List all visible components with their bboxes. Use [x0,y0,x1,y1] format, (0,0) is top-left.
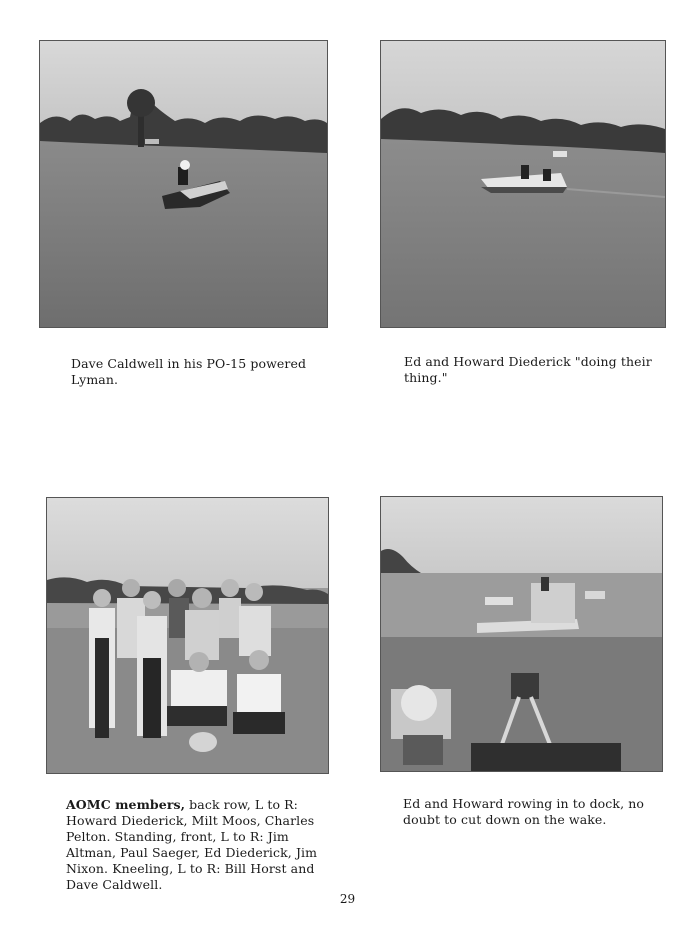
caption-top-right-text: Ed and Howard Diederick "doing their thing." [404,354,652,385]
photo-rowing-to-dock-image [381,497,662,771]
photo-boat-lyman [39,40,328,328]
caption-bottom-left [66,797,322,893]
photo-diedericks-boating-image [381,41,665,327]
photo-rowing-to-dock [380,496,663,772]
caption-bottom-right-text: Ed and Howard rowing in to dock, no doubt to cut down on the wake. [403,796,644,827]
caption-bottom-left-text: back row, L to R: Howard Diederick, Milt Moos, Charles Pelton. Standing, front, L to R: Jim Altman, Paul Saeger, Ed Diederick, Jim Nixon. Kneeling, L to R: Bill Horst and Dave Caldwell. [66,797,318,892]
photo-aomc-members-image [47,498,328,773]
caption-bottom-right [403,796,653,828]
page-number: 29 [339,892,356,906]
caption-top-right [404,354,654,386]
caption-bottom-left-lead: AOMC members, [66,797,186,812]
caption-top-left [71,356,311,388]
photo-aomc-members [46,497,329,774]
photo-boat-lyman-image [40,41,327,327]
photo-diedericks-boating [380,40,666,328]
caption-top-left-text: Dave Caldwell in his PO-15 powered Lyman. [71,356,307,387]
